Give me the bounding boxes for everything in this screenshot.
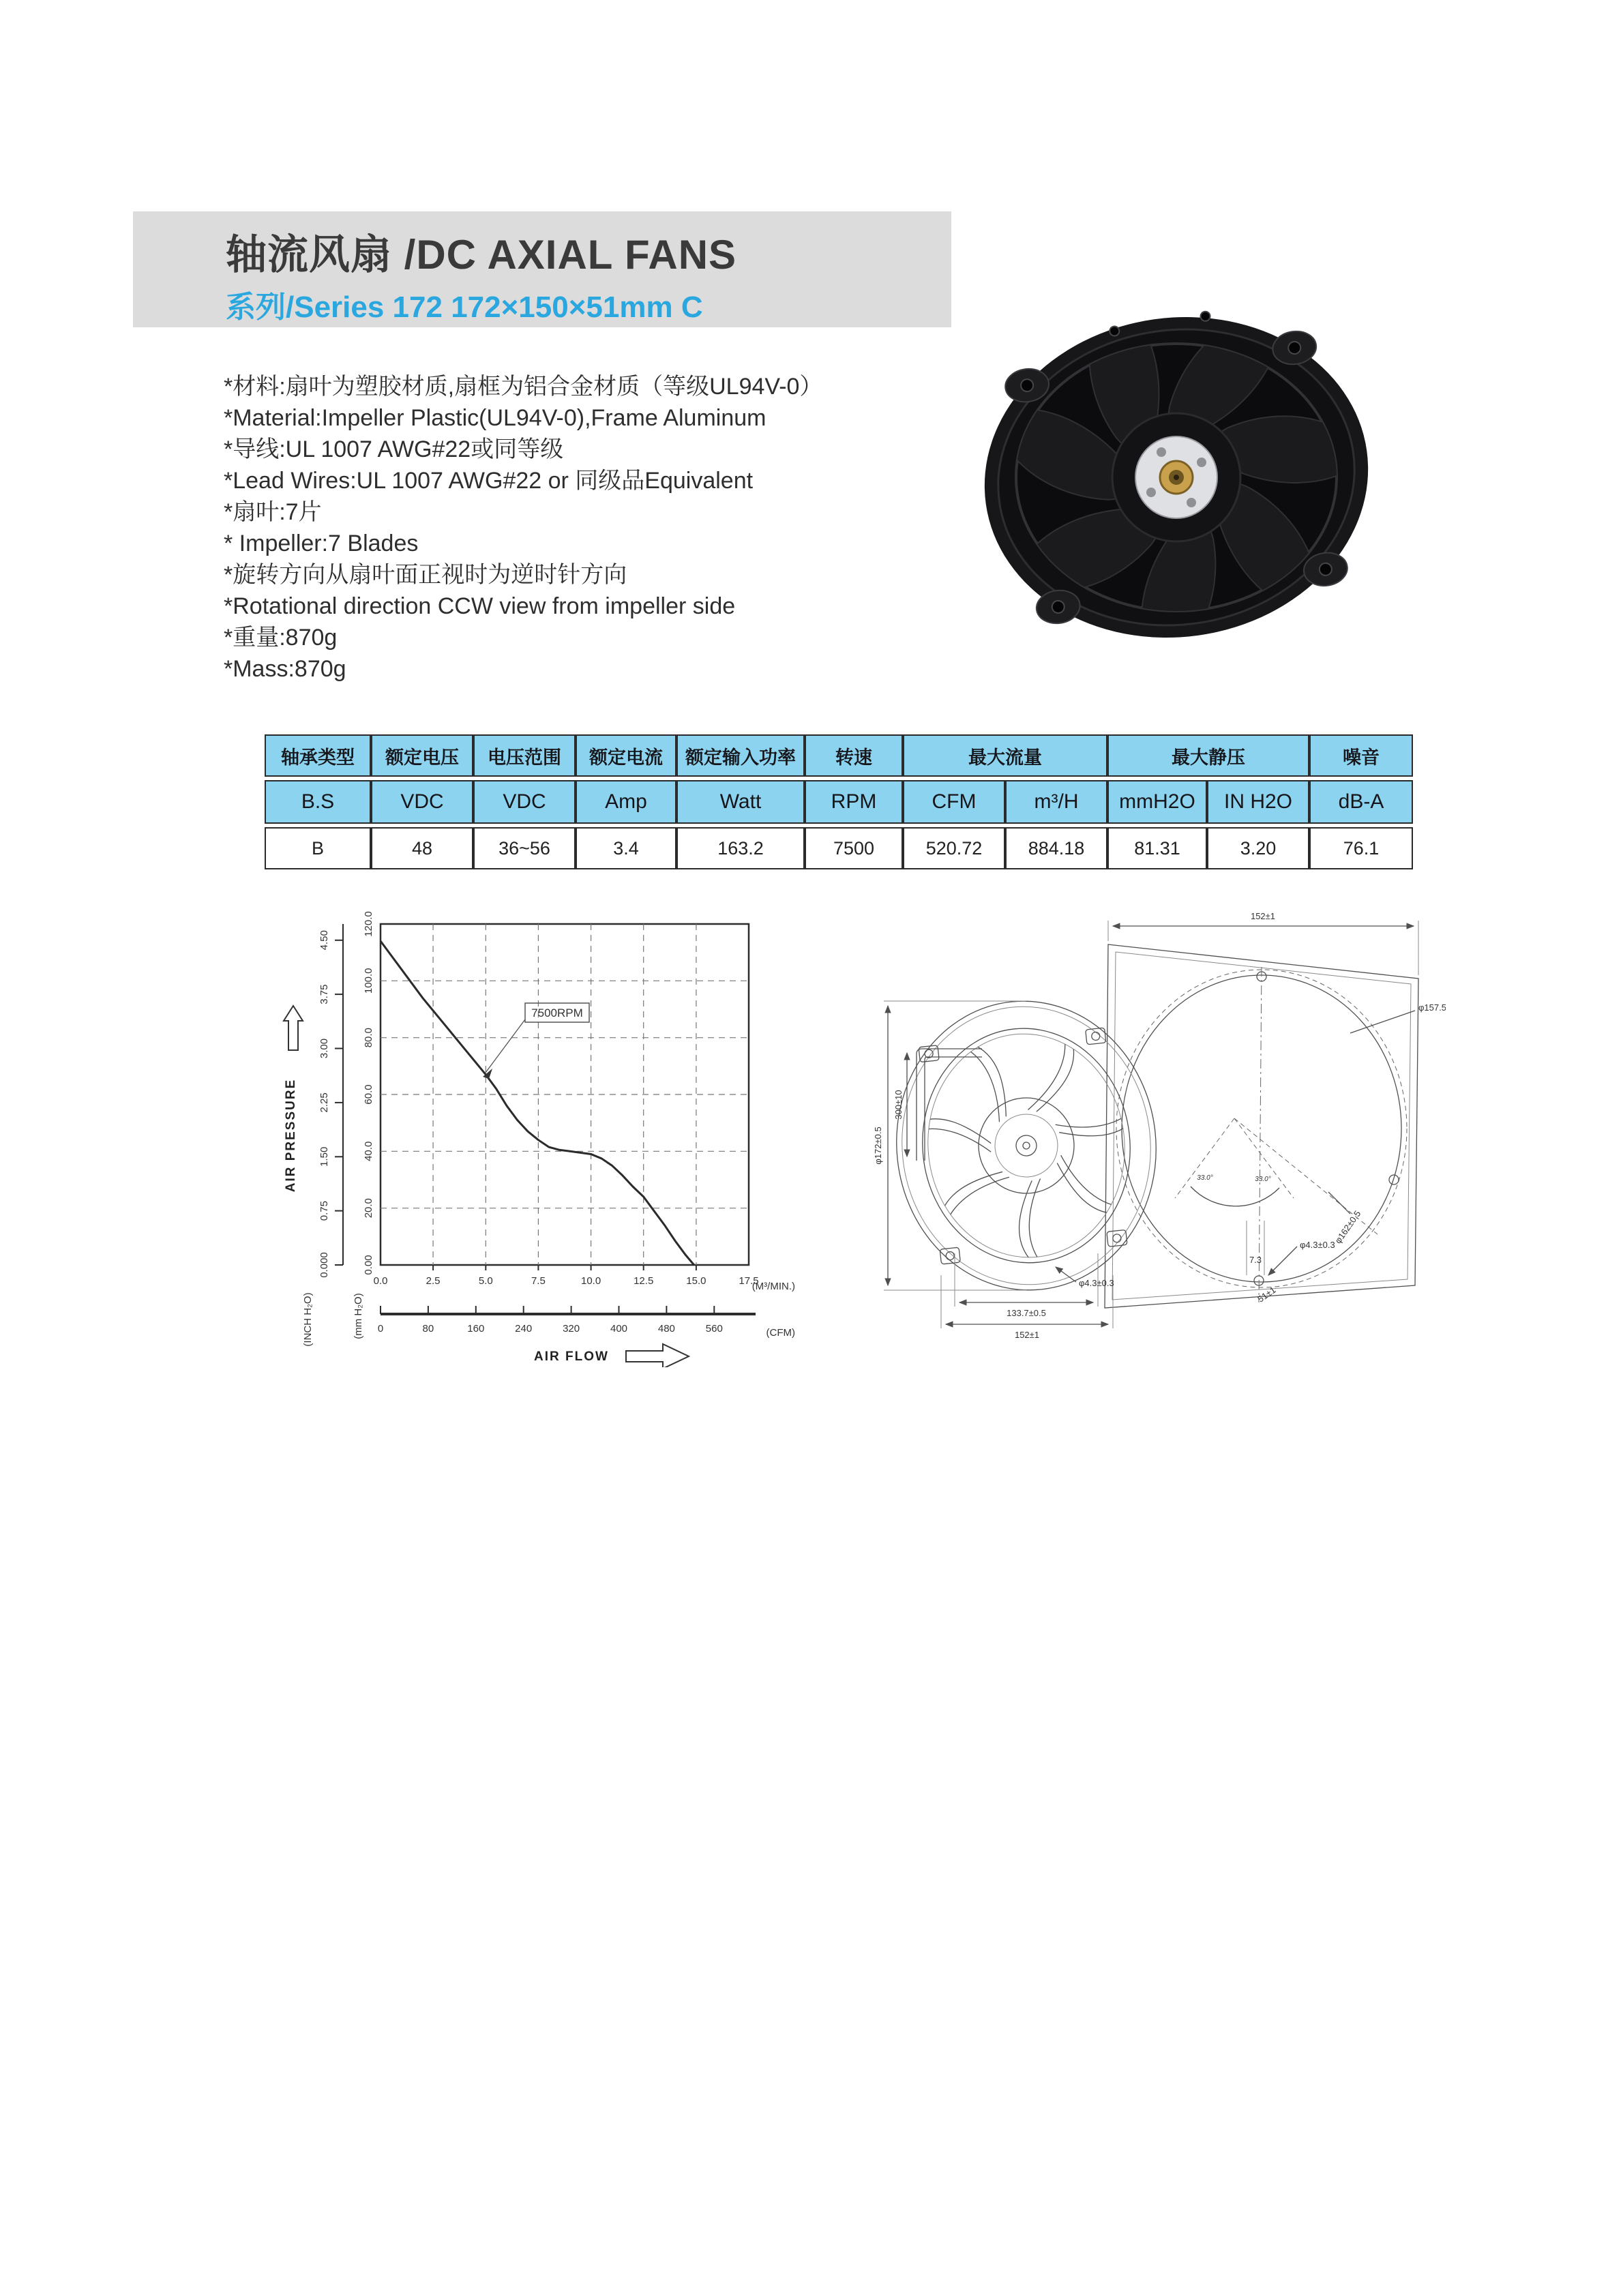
svg-text:320: 320 [563,1323,580,1335]
dim-label: φ157.5 [1418,1002,1446,1013]
svg-text:60.0: 60.0 [363,1084,374,1105]
performance-chart [278,910,796,1367]
angle-label: 33.0° [1197,1174,1213,1182]
spec-line: *旋转方向从扇叶面正视时为逆时针方向 [224,562,627,588]
spec-line: *Lead Wires:UL 1007 AWG#22 or 同级品Equivalent [224,468,754,494]
svg-text:3.75: 3.75 [318,984,330,1004]
col-header: 额定输入功率 [676,734,805,777]
header-band [133,211,951,327]
svg-text:100.0: 100.0 [363,968,374,994]
dim-label: 300±10 [893,1090,904,1120]
unit-cell: mmH2O [1107,780,1207,824]
value-cell: 163.2 [676,827,805,869]
col-header: 轴承类型 [265,734,371,777]
spec-table [265,731,1413,873]
svg-text:3.00: 3.00 [318,1038,330,1059]
fan-line-art [882,988,1170,1302]
col-header: 噪音 [1309,734,1413,777]
x-axis-title: AIR FLOW [534,1350,609,1364]
dim-label: φ4.3±0.3 [1300,1240,1335,1250]
svg-text:480: 480 [657,1323,675,1335]
value-cell: 48 [371,827,473,869]
inch-unit-label: (INCH H₂O) [302,1292,314,1347]
dim-label: 51±1 [1255,1284,1278,1304]
fan-product-photo [965,307,1395,651]
col-header: 最大流量 [903,734,1107,777]
svg-text:400: 400 [610,1323,628,1335]
angle-label: 33.0° [1255,1176,1271,1183]
col-header: 额定电流 [576,734,676,777]
cfm-tick-labels [378,1323,723,1335]
unit-cell: Amp [576,780,676,824]
svg-text:0.00: 0.00 [363,1255,374,1275]
mm-tick-labels [363,911,374,1274]
y-axis-title: AIR PRESSURE [284,1078,298,1193]
value-cell: B [265,827,371,869]
right-arrow-icon [626,1344,689,1367]
spec-line: *Mass:870g [224,656,346,682]
svg-text:0.75: 0.75 [318,1200,330,1221]
dimension-annotations [873,911,1446,1340]
dimension-drawing [873,893,1446,1384]
value-cell: 3.4 [576,827,676,869]
svg-text:5.0: 5.0 [478,1275,493,1287]
svg-text:2.25: 2.25 [318,1092,330,1113]
dim-label: φ4.3±0.3 [1079,1278,1114,1288]
unit-cell: IN H2O [1207,780,1309,824]
value-cell: 3.20 [1207,827,1309,869]
unit-cell: dB-A [1309,780,1413,824]
svg-text:0.000: 0.000 [318,1252,330,1278]
unit-cell: Watt [676,780,805,824]
m3min-unit-label: (M³/MIN.) [751,1281,795,1292]
svg-text:560: 560 [705,1323,723,1335]
fan-curve [381,941,694,1265]
inch-axis-ticks [335,940,343,1265]
svg-text:2.5: 2.5 [426,1275,441,1287]
svg-text:1.50: 1.50 [318,1146,330,1167]
spec-line: *导线:UL 1007 AWG#22或同等级 [224,436,564,462]
svg-text:80: 80 [422,1323,434,1335]
table-value-row [265,827,1413,869]
series-label: 7500RPM [531,1007,583,1019]
unit-cell: VDC [473,780,576,824]
series-leader-line [486,1019,525,1073]
svg-text:15.0: 15.0 [686,1275,706,1287]
svg-text:12.5: 12.5 [634,1275,654,1287]
dim-label: 152±1 [1250,911,1276,921]
spec-line: *Rotational direction CCW view from impeller side [224,593,736,619]
spec-line: *Material:Impeller Plastic(UL94V-0),Frame Aluminum [224,405,766,431]
unit-cell: B.S [265,780,371,824]
m3min-tick-labels [374,1275,759,1287]
unit-cell: m³/H [1005,780,1107,824]
series-subtitle: 系列/Series 172 172×150×51mm C [226,290,703,324]
page-title: 轴流风扇 /DC AXIAL FANS [226,232,737,278]
dim-label: 152±1 [1014,1330,1040,1340]
col-header: 额定电压 [371,734,473,777]
spec-line: *材料:扇叶为塑胶材质,扇框为铝合金材质（等级UL94V-0） [224,374,823,400]
unit-cell: RPM [805,780,903,824]
dim-label: φ162±0.5 [1332,1208,1363,1246]
value-cell: 36~56 [473,827,576,869]
spec-line: * Impeller:7 Blades [224,531,419,556]
svg-text:20.0: 20.0 [363,1198,374,1219]
up-arrow-icon [284,1006,303,1050]
value-cell: 81.31 [1107,827,1207,869]
spec-list [224,371,822,685]
cfm-unit-label: (CFM) [766,1327,795,1339]
plate-hole [1122,975,1401,1282]
col-header: 电压范围 [473,734,576,777]
mounting-plate [1105,944,1418,1308]
svg-text:120.0: 120.0 [363,911,374,937]
dim-label: 7.3 [1249,1255,1262,1265]
svg-text:17.5: 17.5 [739,1275,759,1287]
value-cell: 76.1 [1309,827,1413,869]
svg-text:7.5: 7.5 [531,1275,546,1287]
dim-label: φ172±0.5 [873,1127,883,1165]
svg-text:160: 160 [467,1323,485,1335]
svg-text:40.0: 40.0 [363,1141,374,1161]
table-header-row [265,734,1413,777]
col-header: 最大静压 [1107,734,1309,777]
svg-text:0.0: 0.0 [373,1275,388,1287]
unit-cell: CFM [903,780,1005,824]
svg-text:80.0: 80.0 [363,1028,374,1048]
spec-line: *扇叶:7片 [224,499,322,525]
value-cell: 7500 [805,827,903,869]
value-cell: 520.72 [903,827,1005,869]
dim-label: 133.7±0.5 [1007,1308,1046,1318]
svg-text:10.0: 10.0 [580,1275,601,1287]
svg-text:240: 240 [515,1323,533,1335]
svg-text:0: 0 [377,1323,384,1335]
mm-unit-label: (mm H₂O) [353,1293,364,1339]
value-cell: 884.18 [1005,827,1107,869]
svg-text:4.50: 4.50 [318,930,330,951]
spec-line: *重量:870g [224,625,338,651]
inch-tick-labels [318,930,330,1278]
fan-photo-hub [1112,413,1240,541]
col-header: 转速 [805,734,903,777]
unit-cell: VDC [371,780,473,824]
grid-lines [381,924,749,1265]
table-unit-row [265,780,1413,824]
